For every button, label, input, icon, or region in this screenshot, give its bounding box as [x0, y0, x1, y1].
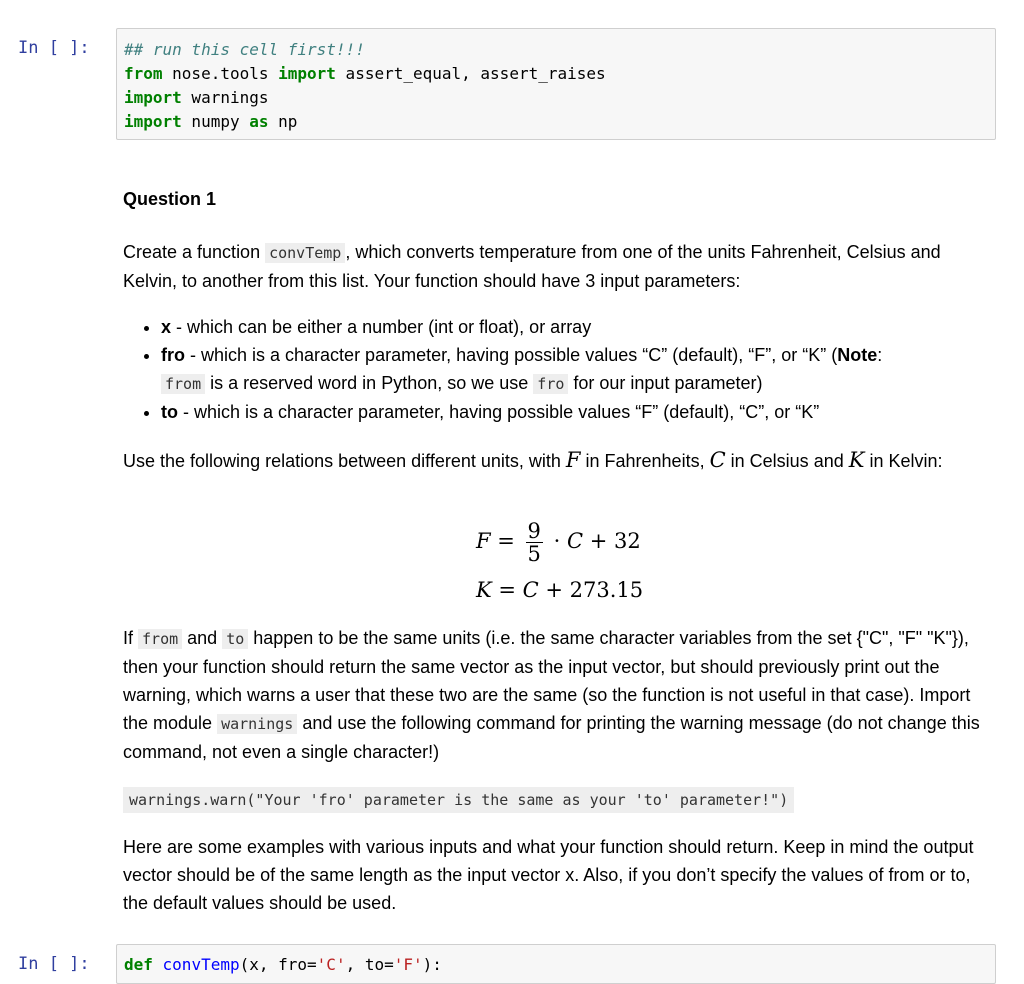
code-cell-input[interactable]	[116, 28, 996, 140]
code-text: assert_equal, assert_raises	[335, 64, 606, 83]
text: in Kelvin:	[864, 451, 943, 471]
cell-prompt: In [ ]:	[18, 954, 90, 974]
code-cell-input[interactable]	[116, 944, 996, 984]
relations-paragraph	[123, 446, 993, 475]
inline-code: to	[222, 629, 248, 649]
text: is a reserved word in Python, so we use	[205, 373, 534, 393]
text: in Fahrenheits,	[580, 451, 710, 471]
same-units-paragraph	[123, 624, 993, 766]
text: and	[182, 628, 223, 648]
keyword: import	[278, 64, 336, 83]
inline-code: warnings	[217, 714, 297, 734]
math-term: + 32	[583, 529, 641, 553]
param-name: x	[161, 317, 172, 337]
equation-kelvin	[476, 578, 643, 602]
math-variable: C	[709, 448, 726, 472]
text: - which is a character parameter, having possible values “C” (default), “F”, or “K” (	[185, 345, 838, 365]
text: - which is a character parameter, having possible values “F” (default), “C”, or “K”	[178, 402, 820, 422]
text: If	[123, 628, 139, 648]
list-item	[161, 341, 1001, 398]
intro-paragraph	[123, 238, 993, 295]
code-line	[124, 953, 989, 977]
text: and use the following command for printing the warning message (do not change this command, not even a single character!)	[123, 713, 980, 762]
function-name: convTemp	[152, 955, 240, 974]
parameter-list	[123, 313, 1001, 426]
keyword: as	[249, 112, 269, 131]
code-line	[124, 86, 989, 110]
param-name: to	[161, 402, 178, 422]
math-term: + 273.15	[538, 578, 644, 602]
math-variable: F	[476, 529, 491, 553]
code-text: numpy	[181, 112, 250, 131]
code-comment: ## run this cell first!!!	[124, 40, 365, 59]
text: Create a function	[123, 242, 266, 262]
text: for our input parameter)	[568, 373, 763, 393]
text: - which can be either a number (int or float), or array	[171, 317, 592, 337]
math-operator: =	[491, 578, 523, 602]
code-text: warnings	[181, 88, 269, 107]
note-label: Note	[837, 345, 878, 365]
code-text: np	[268, 112, 298, 131]
inline-code: convTemp	[265, 243, 345, 263]
text: , which converts temperature from one of the units Fahrenheit, Celsius and Kelvin, to another from this list. Your function should have 3 input parameters:	[123, 242, 941, 291]
cell-prompt: In [ ]:	[18, 38, 90, 58]
string-literal: 'C'	[316, 955, 346, 974]
string-literal: 'F'	[393, 955, 423, 974]
math-variable: K	[848, 448, 865, 472]
code-line	[124, 110, 989, 134]
text: :	[877, 345, 883, 365]
text: happen to be the same units (i.e. the same character variables from the set {"C", "F" "K"}), then your function should return the same vector as the input vector, but should previously print out the warning, which warns a user that these two are the same (so the function is not useful in that case). Import the module	[123, 628, 971, 733]
code-line	[124, 62, 989, 86]
inline-code: fro	[533, 374, 568, 394]
inline-code: from	[161, 374, 205, 394]
math-variable: F	[565, 448, 581, 472]
list-item	[161, 313, 1001, 341]
keyword: import	[124, 112, 182, 131]
inline-code: from	[138, 629, 182, 649]
param-name: fro	[161, 345, 185, 365]
math-variable: K	[476, 578, 492, 602]
keyword: import	[124, 88, 182, 107]
math-variable: C	[522, 578, 539, 602]
math-operator: =	[490, 529, 522, 553]
warning-command-block: warnings.warn("Your 'fro' parameter is the same as your 'to' parameter!")	[123, 787, 794, 813]
equation-fahrenheit	[476, 520, 641, 565]
text: in Celsius and	[725, 451, 849, 471]
fraction	[526, 520, 543, 565]
question-title: Question 1	[123, 189, 217, 209]
code-text: , to=	[345, 955, 394, 974]
code-line	[124, 38, 989, 62]
numerator: 9	[527, 519, 541, 543]
examples-paragraph: Here are some examples with various inputs and what your function should return. Keep in mind the output vector should be of the same length as the input vector x. Also, if you don’t specify the values of from or to, the default values should be used.	[123, 837, 974, 913]
text: Use the following relations between different units, with	[123, 451, 566, 471]
math-operator: ·	[546, 529, 567, 553]
code-text: nose.tools	[162, 64, 279, 83]
denominator: 5	[527, 542, 541, 566]
keyword: from	[124, 64, 163, 83]
keyword: def	[124, 955, 153, 974]
list-item	[161, 398, 1001, 426]
math-variable: C	[566, 529, 584, 553]
code-text: (x, fro=	[239, 955, 317, 974]
code-text: ):	[422, 955, 442, 974]
